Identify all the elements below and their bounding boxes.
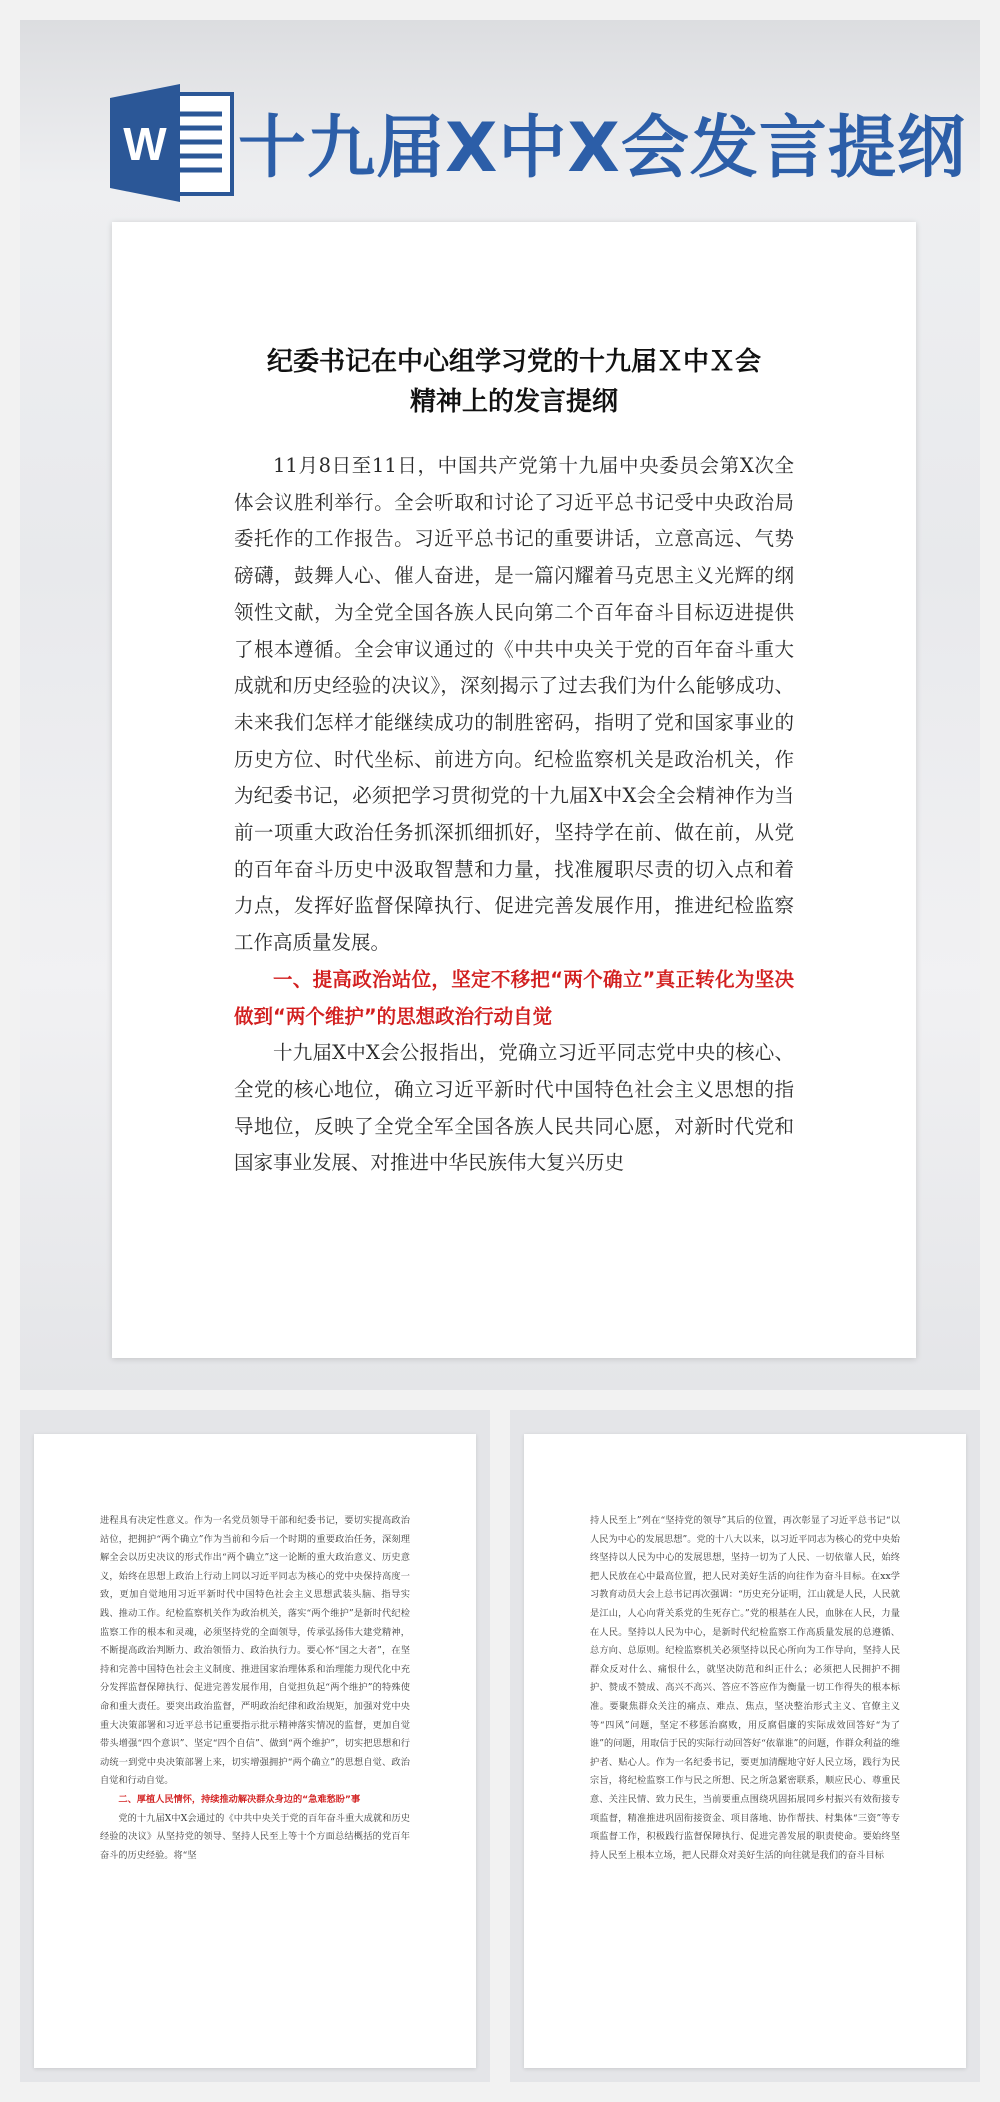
body-paragraph: 进程具有决定性意义。作为一名党员领导干部和纪委书记，要切实提高政治站位，把拥护“两个确立”作为当前和今后一个时期的重要政治任务，深刻理解全会以历史决议的形式作出“两个确立”这一论断的重大政治意义、历史意义，始终在思想上政治上行动上同以习近平同志为核心的党中央保持高度一致，更加自觉地用习近平新时代中国特色社会主义思想武装头脑、指导实践、推动工作。纪检监察机关作为政治机关，落实“两个维护”是新时代纪检监察工作的根本和灵魂，必须坚持党的全面领导，传承弘扬伟大建党精神，不断提高政治判断力、政治领悟力、政治执行力。要心怀“国之大者”，在坚持和完善中国特色社会主义制度、推进国家治理体系和治理能力现代化中充分发挥监督保障执行、促进完善发展作用，自觉担负起“两个维护”的特殊使命和重大责任。要突出政治监督，严明政治纪律和政治规矩，加强对党中央重大决策部署和习近平总书记重要指示批示精神落实情况的监督，更加自觉带头增强“四个意识”、坚定“四个自信”、做到“两个维护”，切实把思想和行动统一到党中央决策部署上来，切实增强拥护“两个确立”的思想自觉、政治自觉和行动自觉。 (100, 1515, 410, 1787)
document-page-1 (112, 222, 916, 1358)
page-3-text (590, 1512, 900, 2032)
page-thumbnail-3-panel (510, 1410, 980, 2082)
section-heading: 一、提高政治站位，坚定不移把“两个确立”真正转化为坚决做到“两个维护”的思想政治行动自觉 (234, 967, 794, 1028)
document-heading (202, 342, 826, 422)
word-logo-letter: W (123, 118, 167, 170)
body-paragraph: 党的十九届X中X会通过的《中共中央关于党的百年奋斗重大成就和历史经验的决议》从坚持党的领导、坚持人民至上等十个方面总结概括的党百年奋斗的历史经验。将“坚 (100, 1812, 410, 1861)
document-heading-line1: 纪委书记在中心组学习党的十九届Ｘ中Ｘ会 (266, 347, 761, 377)
document-body (234, 448, 794, 1182)
section-heading: 二、厚植人民情怀，持续推动解决群众身边的“急难愁盼”事 (118, 1793, 361, 1805)
page-2-text (100, 1512, 410, 2032)
page-title: 十九届X中X会发言提纲 (238, 109, 966, 188)
document-page-3 (524, 1434, 966, 2068)
banner (110, 82, 990, 212)
body-paragraph: 十九届X中X会公报指出，党确立习近平同志党中央的核心、全党的核心地位，确立习近平新时代中国特色社会主义思想的指导地位，反映了全党全军全国各族人民共同心愿，对新时代党和国家事业发展、对推进中华民族伟大复兴历史 (234, 1041, 794, 1175)
document-page-2 (34, 1434, 476, 2068)
page-thumbnail-2-panel (20, 1410, 490, 2082)
document-heading-line2: 精神上的发言提纲 (409, 387, 618, 417)
preview-panel (20, 20, 980, 1390)
word-document-icon (110, 84, 234, 202)
body-paragraph: 持人民至上”列在“坚持党的领导”其后的位置，再次彰显了习近平总书记“以人民为中心的发展思想”。党的十八大以来，以习近平同志为核心的党中央始终坚持以人民为中心的发展思想，坚持一切为了人民、一切依靠人民，始终把人民放在心中最高位置，把人民对美好生活的向往作为奋斗目标。在xx学习教育动员大会上总书记再次强调：“历史充分证明，江山就是人民，人民就是江山，人心向背关系党的生死存亡。”党的根基在人民，血脉在人民，力量在人民。坚持以人民为中心，是新时代纪检监察工作高质量发展的总遵循、总方向、总原则。纪检监察机关必须坚持以民心所向为工作导向，坚持人民群众反对什么、痛恨什么，就坚决防范和纠正什么；必须把人民拥护不拥护、赞成不赞成、高兴不高兴、答应不答应作为衡量一切工作得失的根本标准。要聚焦群众关注的痛点、难点、焦点，坚决整治形式主义、官僚主义等“四风”问题，坚定不移惩治腐败，用反腐倡廉的实际成效回答好“为了谁”的问题，用取信于民的实际行动回答好“依靠谁”的问题，作群众利益的维护者、贴心人。作为一名纪委书记，要更加清醒地守好人民立场，践行为民宗旨，将纪检监察工作与民之所想、民之所急紧密联系，顺应民心、尊重民意、关注民情、致力民生，当前要重点围绕巩固拓展同乡村振兴有效衔接专项监督，精准推进巩固衔接资金、项目落地、协作帮扶、村集体“三资”等专项监督工作，积极践行监督保障执行、促进完善发展的职责使命。要始终坚持人民至上根本立场，把人民群众对美好生活的向往就是我们的奋斗目标 (590, 1515, 900, 1861)
body-paragraph: 11月8日至11日，中国共产党第十九届中央委员会第X次全体会议胜利举行。全会听取和讨论了习近平总书记受中央政治局委托作的工作报告。习近平总书记的重要讲话，立意高远、气势磅礴，鼓舞人心、催人奋进，是一篇闪耀着马克思主义光辉的纲领性文献，为全党全国各族人民向第二个百年奋斗目标迈进提供了根本遵循。全会审议通过的《中共中央关于党的百年奋斗重大成就和历史经验的决议》，深刻揭示了过去我们为什么能够成功、未来我们怎样才能继续成功的制胜密码，指明了党和国家事业的历史方位、时代坐标、前进方向。纪检监察机关是政治机关，作为纪委书记，必须把学习贯彻党的十九届X中X会全会精神作为当前一项重大政治任务抓深抓细抓好，坚持学在前、做在前，从党的百年奋斗历史中汲取智慧和力量，找准履职尽责的切入点和着力点，发挥好监督保障执行、促进完善发展作用，推进纪检监察工作高质量发展。 (234, 454, 794, 955)
